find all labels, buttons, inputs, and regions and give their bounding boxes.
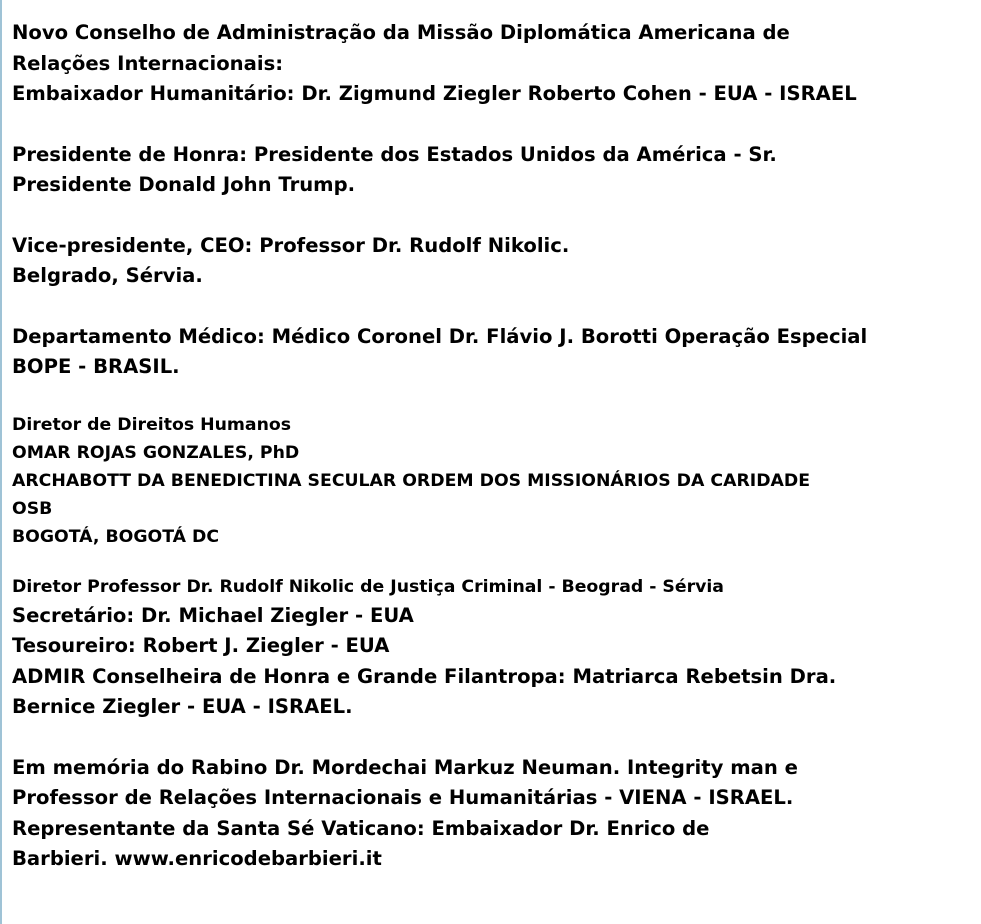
memorial-line: Em memória do Rabino Dr. Mordechai Markuz Neuman. Integrity man e <box>12 755 798 779</box>
vice-president-section <box>12 231 972 292</box>
human-rights-line: ARCHABOTT DA BENEDICTINA SECULAR ORDEM DOS MISSIONÁRIOS DA CARIDADE <box>12 470 811 491</box>
human-rights-line: OMAR ROJAS GONZALES, PhD <box>12 442 300 463</box>
vice-president-line: Vice-presidente, CEO: Professor Dr. Rudolf Nikolic. <box>12 233 570 257</box>
human-rights-line: Diretor de Direitos Humanos <box>12 414 292 435</box>
human-rights-line: OSB <box>12 498 53 519</box>
criminal-justice-line: Diretor Professor Dr. Rudolf Nikolic de Justiça Criminal - Beograd - Sérvia <box>12 576 724 597</box>
intro-line: Relações Internacionais: <box>12 51 284 75</box>
memorial-line: Barbieri. www.enricodebarbieri.it <box>12 847 382 870</box>
medical-line: BOPE - BRASIL. <box>12 355 180 378</box>
president-line: Presidente de Honra: Presidente dos Estados Unidos da América - Sr. <box>12 142 777 166</box>
president-section <box>12 140 972 201</box>
human-rights-section <box>12 411 972 551</box>
president-line: Presidente Donald John Trump. <box>12 173 356 196</box>
officer-line: ADMIR Conselheira de Honra e Grande Filantropa: Matriarca Rebetsin Dra. <box>12 664 837 688</box>
medical-section <box>12 322 972 383</box>
memorial-line: Professor de Relações Internacionais e Humanitárias - VIENA - ISRAEL. <box>12 786 794 809</box>
board-document <box>12 18 972 875</box>
officer-line: Bernice Ziegler - EUA - ISRAEL. <box>12 695 353 718</box>
vice-president-line: Belgrado, Sérvia. <box>12 264 203 287</box>
officer-line: Secretário: Dr. Michael Ziegler - EUA <box>12 603 414 627</box>
memorial-section <box>12 753 972 875</box>
human-rights-line: BOGOTÁ, BOGOTÁ DC <box>12 526 220 547</box>
memorial-line: Representante da Santa Sé Vaticano: Embaixador Dr. Enrico de <box>12 816 710 840</box>
intro-section <box>12 18 972 110</box>
officer-line: Tesoureiro: Robert J. Ziegler - EUA <box>12 634 390 657</box>
left-border-line <box>0 0 2 924</box>
intro-line: Novo Conselho de Administração da Missão Diplomática Americana de <box>12 21 790 44</box>
officers-section <box>12 573 972 723</box>
ambassador-line: Embaixador Humanitário: Dr. Zigmund Ziegler Roberto Cohen - EUA - ISRAEL <box>12 82 857 105</box>
medical-line: Departamento Médico: Médico Coronel Dr. Flávio J. Borotti Operação Especial <box>12 324 868 348</box>
